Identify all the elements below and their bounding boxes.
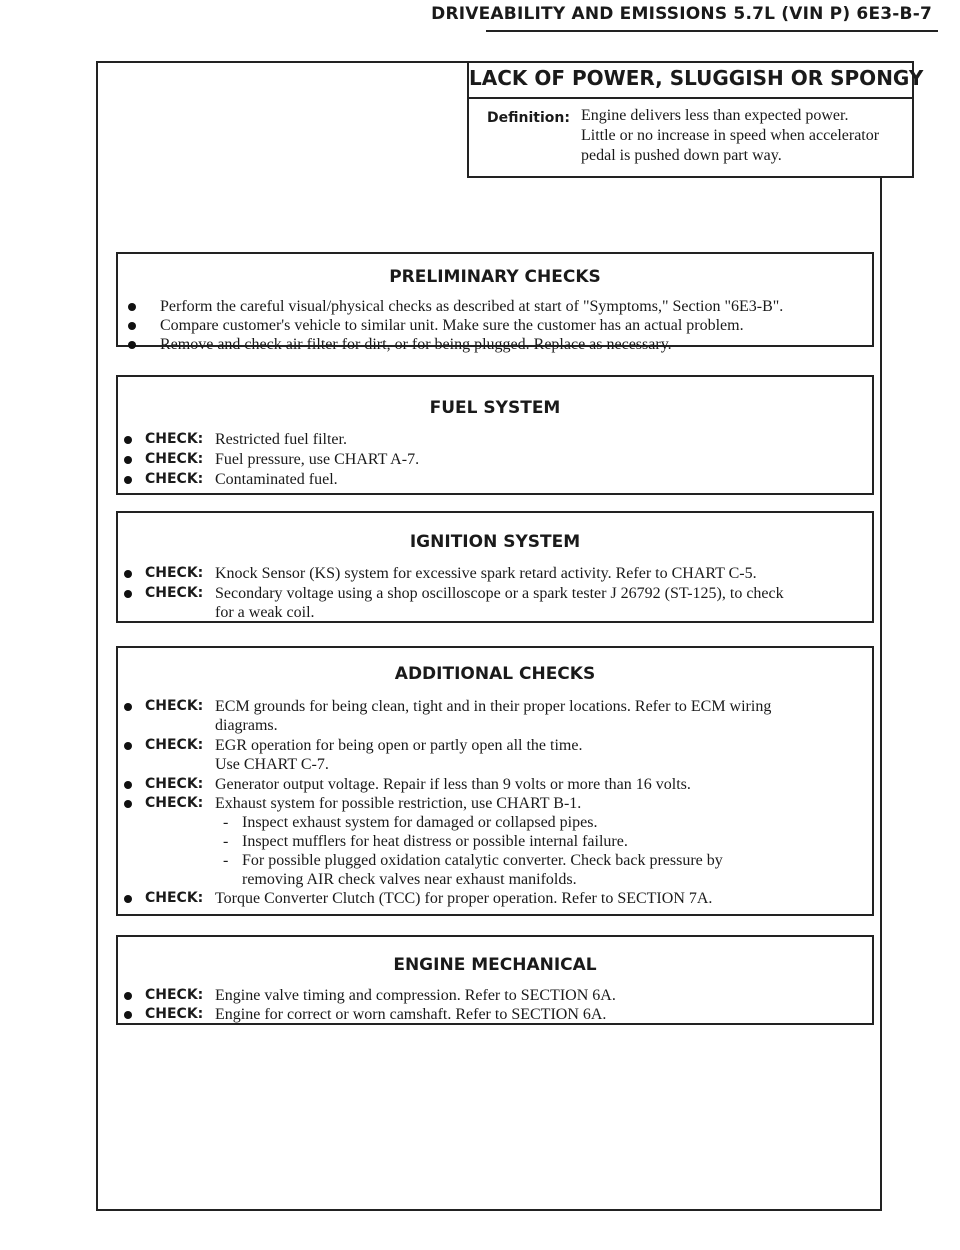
dash-marker: -: [223, 852, 229, 869]
bullet-icon: [124, 436, 132, 444]
page-frame: [96, 61, 882, 1211]
check-item: ECM grounds for being clean, tight and in their proper locations. Refer to ECM wiring: [215, 698, 772, 715]
bullet-icon: [124, 781, 132, 789]
sub-item: For possible plugged oxidation catalytic converter. Check back pressure by: [242, 852, 723, 869]
check-item-continued: Use CHART C-7.: [215, 756, 329, 773]
bullet-icon: [124, 1011, 132, 1019]
dash-marker: -: [223, 833, 229, 850]
dash-marker: -: [223, 814, 229, 831]
bullet-icon: [124, 992, 132, 1000]
definition-label: Definition:: [487, 110, 570, 126]
check-item: Restricted fuel filter.: [215, 431, 347, 448]
check-item: Compare customer's vehicle to similar unit. Make sure the customer has an actual problem.: [160, 317, 744, 334]
preliminary-checks-box: [116, 252, 874, 353]
check-item: Remove and check air filter for dirt, or for being plugged. Replace as necessary.: [160, 336, 672, 353]
page-header: [0, 0, 960, 40]
check-label: CHECK:: [145, 795, 204, 811]
title-divider: [467, 97, 914, 99]
section-title: FUEL SYSTEM: [429, 398, 561, 418]
check-label: CHECK:: [145, 737, 204, 753]
bullet-icon: [124, 570, 132, 578]
section-title: ENGINE MECHANICAL: [393, 955, 597, 975]
section-title: IGNITION SYSTEM: [409, 532, 581, 552]
sub-item: Inspect mufflers for heat distress or possible internal failure.: [242, 833, 628, 850]
check-label: CHECK:: [145, 471, 204, 487]
check-label: CHECK:: [145, 890, 204, 906]
bullet-icon: [124, 800, 132, 808]
check-item: Fuel pressure, use CHART A-7.: [215, 451, 420, 468]
header-rule: [486, 30, 938, 32]
check-item-continued: diagrams.: [215, 717, 278, 734]
check-label: CHECK:: [145, 565, 204, 581]
fuel-system-box: [116, 375, 874, 495]
check-item-continued: for a weak coil.: [215, 604, 315, 621]
ignition-system-box: [116, 511, 874, 623]
check-item: Contaminated fuel.: [215, 471, 338, 488]
check-item: Knock Sensor (KS) system for excessive spark retard activity. Refer to CHART C-5.: [215, 565, 757, 582]
page-title: DRIVEABILITY AND EMISSIONS 5.7L (VIN P) 6E3-B-7: [431, 4, 932, 24]
check-label: CHECK:: [145, 431, 204, 447]
bullet-icon: [128, 341, 136, 349]
bullet-icon: [124, 742, 132, 750]
definition-line: Engine delivers less than expected power.: [581, 107, 849, 124]
bullet-icon: [124, 703, 132, 711]
additional-checks-box: [116, 646, 874, 916]
bullet-icon: [128, 303, 136, 311]
check-item: Perform the careful visual/physical checks as described at start of "Symptoms," Section "6E3-B".: [160, 298, 784, 315]
sub-item-continued: removing AIR check valves near exhaust manifolds.: [242, 871, 577, 888]
engine-mechanical-box: [116, 935, 874, 1025]
section-title: PRELIMINARY CHECKS: [389, 267, 601, 287]
bullet-icon: [124, 895, 132, 903]
bullet-icon: [128, 322, 136, 330]
check-item: Exhaust system for possible restriction, use CHART B-1.: [215, 795, 582, 812]
section-title: ADDITIONAL CHECKS: [394, 664, 596, 684]
bullet-icon: [124, 590, 132, 598]
check-label: CHECK:: [145, 1006, 204, 1022]
check-item: Engine for correct or worn camshaft. Refer to SECTION 6A.: [215, 1006, 607, 1023]
bullet-icon: [124, 456, 132, 464]
symptom-title: LACK OF POWER, SLUGGISH OR SPONGY: [469, 66, 924, 90]
check-label: CHECK:: [145, 987, 204, 1003]
bullet-icon: [124, 476, 132, 484]
check-item: Generator output voltage. Repair if less than 9 volts or more than 16 volts.: [215, 776, 691, 793]
check-item: Torque Converter Clutch (TCC) for proper operation. Refer to SECTION 7A.: [215, 890, 713, 907]
check-label: CHECK:: [145, 698, 204, 714]
check-label: CHECK:: [145, 776, 204, 792]
sub-item: Inspect exhaust system for damaged or collapsed pipes.: [242, 814, 598, 831]
check-item: Secondary voltage using a shop oscilloscope or a spark tester J 26792 (ST-125), to check: [215, 585, 784, 602]
definition-line: pedal is pushed down part way.: [581, 147, 782, 164]
definition-line: Little or no increase in speed when accelerator: [581, 127, 880, 144]
check-item: Engine valve timing and compression. Refer to SECTION 6A.: [215, 987, 616, 1004]
definition-text: [581, 106, 906, 166]
check-label: CHECK:: [145, 451, 204, 467]
check-label: CHECK:: [145, 585, 204, 601]
symptom-title-box: [467, 61, 924, 178]
check-item: EGR operation for being open or partly open all the time.: [215, 737, 583, 754]
